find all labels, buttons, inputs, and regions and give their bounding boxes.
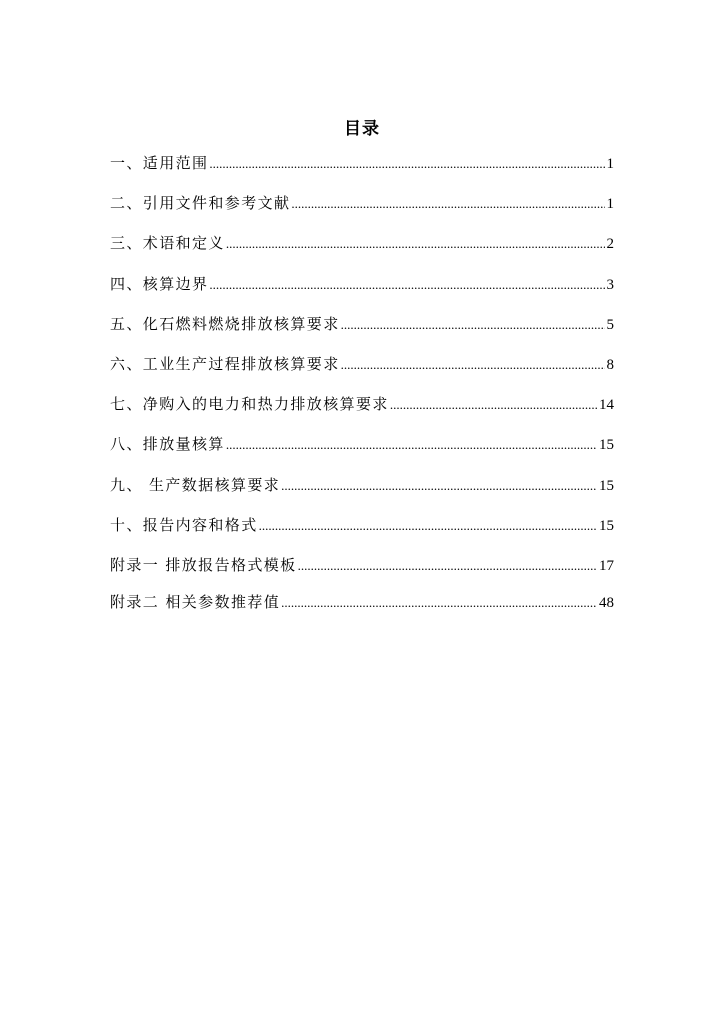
toc-entry[interactable] [110,152,614,174]
toc-entry-label: 二、引用文件和参考文献 [110,194,291,213]
toc-entry-label: 四、核算边界 [110,274,209,293]
toc-leader-dots [341,354,605,376]
toc-entry-label: 六、工业生产过程排放核算要求 [110,354,340,373]
toc-entry-page: 1 [606,196,614,213]
toc-entry-label: 附录一 排放报告格式模板 [110,555,297,574]
toc-entry[interactable] [110,433,614,455]
toc-entry-label: 三、术语和定义 [110,234,225,253]
toc-leader-dots [390,394,597,416]
toc-entry[interactable] [110,591,614,613]
toc-entry[interactable] [110,313,614,335]
toc-leader-dots [298,555,597,577]
toc-entry-page: 1 [606,156,614,172]
toc-entry[interactable] [110,474,614,496]
toc-entry[interactable] [110,273,614,295]
toc-entry-page: 2 [606,236,614,253]
toc-entry-page: 15 [599,477,614,494]
toc-entry-label: 八、排放量核算 [110,435,225,454]
toc-entry[interactable] [110,514,614,536]
toc-entry[interactable] [110,353,614,375]
toc-list [110,152,614,629]
toc-leader-dots [259,515,597,537]
toc-entry-page: 5 [606,316,614,333]
toc-entry-label: 七、净购入的电力和热力排放核算要求 [110,395,389,414]
toc-leader-dots [291,193,604,215]
toc-entry-page: 15 [599,437,614,454]
toc-entry-page: 8 [606,356,614,373]
toc-entry[interactable] [110,393,614,415]
toc-entry-page: 14 [599,397,614,414]
toc-entry-label: 附录二 相关参数推荐值 [110,593,281,612]
toc-leader-dots [341,314,605,336]
toc-leader-dots [226,434,597,456]
toc-entry-page: 3 [606,276,614,293]
toc-entry[interactable] [110,232,614,254]
toc-leader-dots [209,274,604,296]
toc-title: 目录 [344,119,380,139]
toc-leader-dots [281,475,597,497]
toc-entry[interactable] [110,554,614,576]
toc-entry-page: 15 [599,517,614,534]
toc-entry-page: 48 [599,595,614,612]
toc-entry-page: 17 [599,557,614,574]
toc-entry-label: 九、 生产数据核算要求 [110,475,281,494]
toc-entry-label: 一、适用范围 [110,154,209,172]
toc-entry[interactable] [110,192,614,214]
toc-entry-label: 十、报告内容和格式 [110,515,258,534]
toc-leader-dots [209,153,604,175]
toc-entry-label: 五、化石燃料燃烧排放核算要求 [110,314,340,333]
toc-leader-dots [281,592,597,614]
toc-leader-dots [226,233,605,255]
